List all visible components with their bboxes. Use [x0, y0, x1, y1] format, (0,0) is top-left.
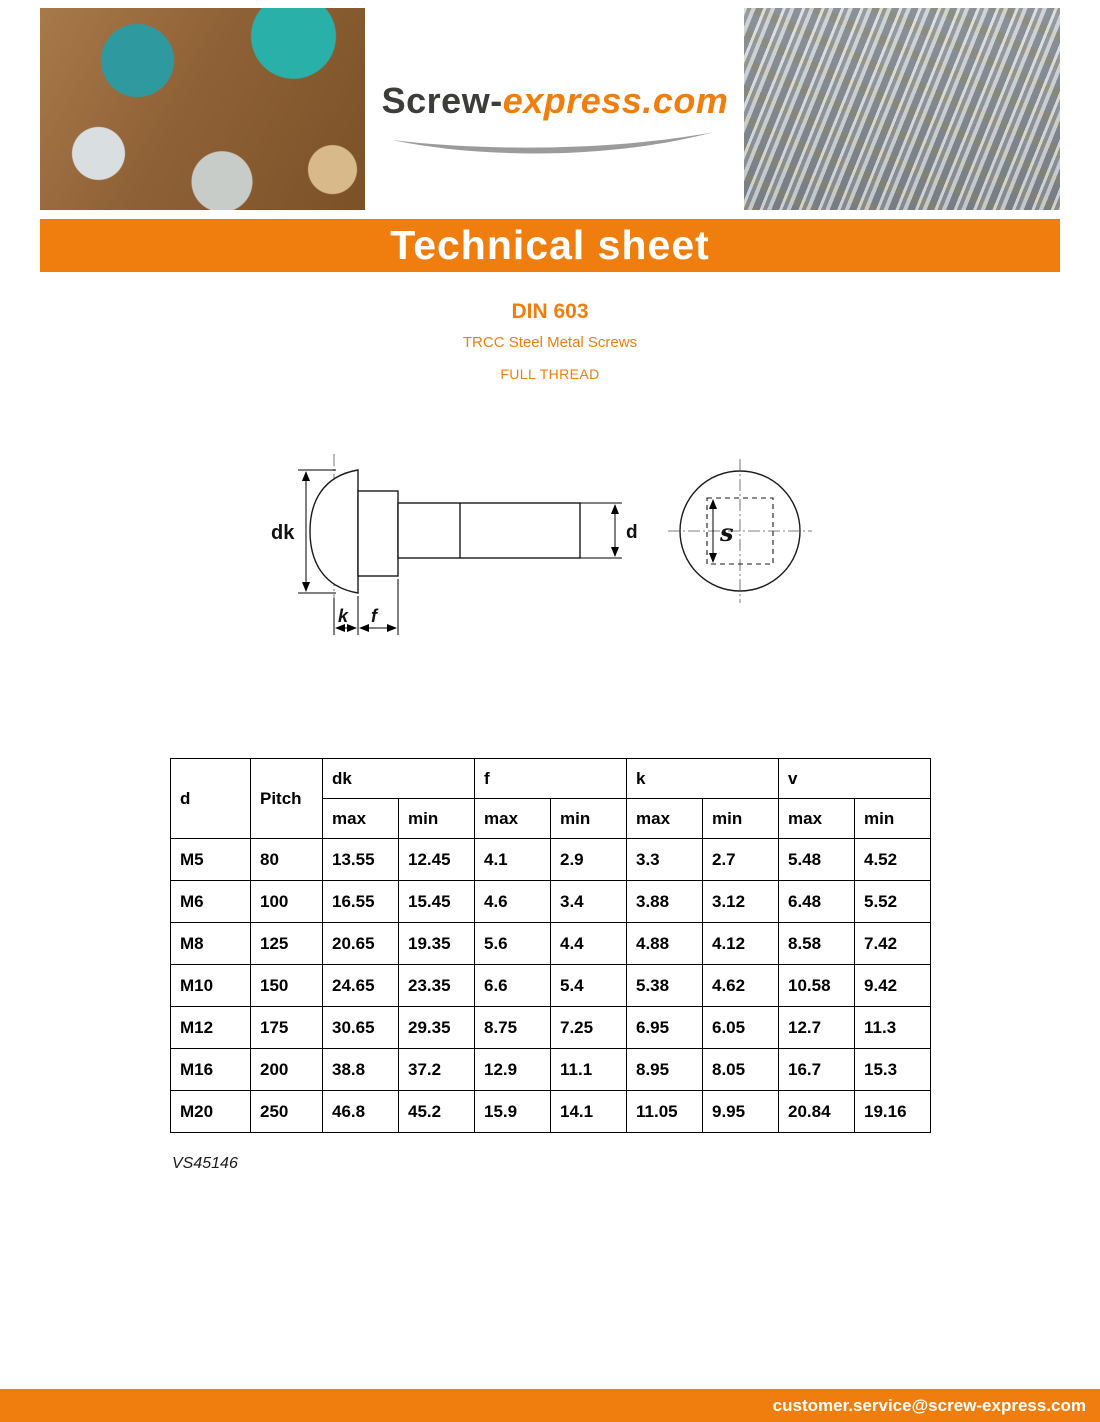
cell-value: 8.95	[627, 1049, 703, 1091]
bolt-diagram	[270, 448, 850, 648]
cell-value: 8.75	[475, 1007, 551, 1049]
col-header-v-max: max	[779, 799, 855, 839]
cell-value: 30.65	[323, 1007, 399, 1049]
cell-value: 12.9	[475, 1049, 551, 1091]
bolt-head-view	[668, 459, 812, 603]
cell-value: 38.8	[323, 1049, 399, 1091]
cell-value: 11.05	[627, 1091, 703, 1133]
cell-pitch: 175	[251, 1007, 323, 1049]
thread-note: FULL THREAD	[500, 366, 600, 382]
cell-size: M10	[171, 965, 251, 1007]
customer-service-email: customer.service@screw-express.com	[772, 1396, 1086, 1415]
cell-value: 8.05	[703, 1049, 779, 1091]
bolt-side-view	[310, 454, 580, 610]
cell-value: 9.95	[703, 1091, 779, 1133]
col-header-v: v	[779, 759, 931, 799]
cell-value: 6.95	[627, 1007, 703, 1049]
cell-value: 15.45	[399, 881, 475, 923]
cell-pitch: 80	[251, 839, 323, 881]
cell-value: 23.35	[399, 965, 475, 1007]
spec-table	[170, 758, 931, 1133]
cell-value: 3.3	[627, 839, 703, 881]
cell-value: 16.55	[323, 881, 399, 923]
table-row	[171, 923, 931, 965]
cell-size: M12	[171, 1007, 251, 1049]
cell-value: 9.42	[855, 965, 931, 1007]
cell-value: 13.55	[323, 839, 399, 881]
col-header-f-max: max	[475, 799, 551, 839]
label-k: k	[338, 606, 349, 626]
table-row	[171, 1007, 931, 1049]
banner-title: Technical sheet	[390, 222, 710, 268]
cell-value: 19.16	[855, 1091, 931, 1133]
cell-value: 5.48	[779, 839, 855, 881]
cell-value: 4.88	[627, 923, 703, 965]
table-row	[171, 881, 931, 923]
cell-value: 12.7	[779, 1007, 855, 1049]
cell-pitch: 200	[251, 1049, 323, 1091]
cell-value: 29.35	[399, 1007, 475, 1049]
cell-value: 4.1	[475, 839, 551, 881]
cell-value: 6.48	[779, 881, 855, 923]
col-header-f: f	[475, 759, 627, 799]
cell-value: 11.3	[855, 1007, 931, 1049]
footer-bar	[0, 1389, 1100, 1422]
cell-value: 4.4	[551, 923, 627, 965]
dimension-d	[580, 503, 622, 558]
cell-value: 10.58	[779, 965, 855, 1007]
cell-size: M6	[171, 881, 251, 923]
cell-value: 5.4	[551, 965, 627, 1007]
col-header-dk-max: max	[323, 799, 399, 839]
cell-value: 15.9	[475, 1091, 551, 1133]
table-row	[171, 965, 931, 1007]
cell-value: 6.6	[475, 965, 551, 1007]
spec-table-body	[171, 839, 931, 1133]
cell-value: 4.52	[855, 839, 931, 881]
label-dk: dk	[271, 522, 295, 544]
col-header-dk-min: min	[399, 799, 475, 839]
cell-value: 4.6	[475, 881, 551, 923]
cell-value: 16.7	[779, 1049, 855, 1091]
cell-value: 20.84	[779, 1091, 855, 1133]
table-header-row-groups	[171, 759, 931, 799]
spec-table-head	[171, 759, 931, 839]
col-header-k-max: max	[627, 799, 703, 839]
cell-value: 46.8	[323, 1091, 399, 1133]
standard-title: DIN 603	[511, 300, 589, 323]
cell-value: 24.65	[323, 965, 399, 1007]
col-header-v-min: min	[855, 799, 931, 839]
cell-size: M16	[171, 1049, 251, 1091]
cell-value: 3.4	[551, 881, 627, 923]
label-d: d	[626, 522, 638, 543]
cell-value: 19.35	[399, 923, 475, 965]
header-photo-screws	[744, 8, 1060, 210]
brand-logo-part1: Screw-	[381, 80, 503, 121]
col-header-pitch: Pitch	[251, 759, 323, 839]
cell-value: 7.25	[551, 1007, 627, 1049]
col-header-k-min: min	[703, 799, 779, 839]
col-header-d: d	[171, 759, 251, 839]
brand-logo-part2: express.com	[502, 80, 729, 121]
header-photo-workbench	[40, 8, 365, 210]
cell-size: M20	[171, 1091, 251, 1133]
cell-value: 4.62	[703, 965, 779, 1007]
cell-value: 45.2	[399, 1091, 475, 1133]
cell-size: M5	[171, 839, 251, 881]
table-row	[171, 1091, 931, 1133]
cell-pitch: 100	[251, 881, 323, 923]
cell-value: 5.38	[627, 965, 703, 1007]
logo-swoosh	[388, 128, 718, 158]
cell-value: 8.58	[779, 923, 855, 965]
col-header-f-min: min	[551, 799, 627, 839]
cell-value: 14.1	[551, 1091, 627, 1133]
cell-pitch: 150	[251, 965, 323, 1007]
table-row	[171, 1049, 931, 1091]
cell-value: 5.52	[855, 881, 931, 923]
cell-pitch: 250	[251, 1091, 323, 1133]
cell-pitch: 125	[251, 923, 323, 965]
col-header-k: k	[627, 759, 779, 799]
cell-value: 7.42	[855, 923, 931, 965]
label-s: s	[720, 518, 734, 547]
cell-value: 3.12	[703, 881, 779, 923]
cell-value: 37.2	[399, 1049, 475, 1091]
col-header-dk: dk	[323, 759, 475, 799]
banner	[40, 219, 1060, 272]
cell-value: 5.6	[475, 923, 551, 965]
cell-value: 11.1	[551, 1049, 627, 1091]
reference-code: VS45146	[172, 1155, 238, 1172]
cell-value: 3.88	[627, 881, 703, 923]
cell-size: M8	[171, 923, 251, 965]
cell-value: 15.3	[855, 1049, 931, 1091]
cell-value: 2.9	[551, 839, 627, 881]
cell-value: 2.7	[703, 839, 779, 881]
table-row	[171, 839, 931, 881]
label-f: f	[371, 606, 377, 626]
product-description: TRCC Steel Metal Screws	[462, 334, 638, 351]
cell-value: 20.65	[323, 923, 399, 965]
cell-value: 6.05	[703, 1007, 779, 1049]
brand-logo	[375, 80, 735, 122]
cell-value: 4.12	[703, 923, 779, 965]
cell-value: 12.45	[399, 839, 475, 881]
